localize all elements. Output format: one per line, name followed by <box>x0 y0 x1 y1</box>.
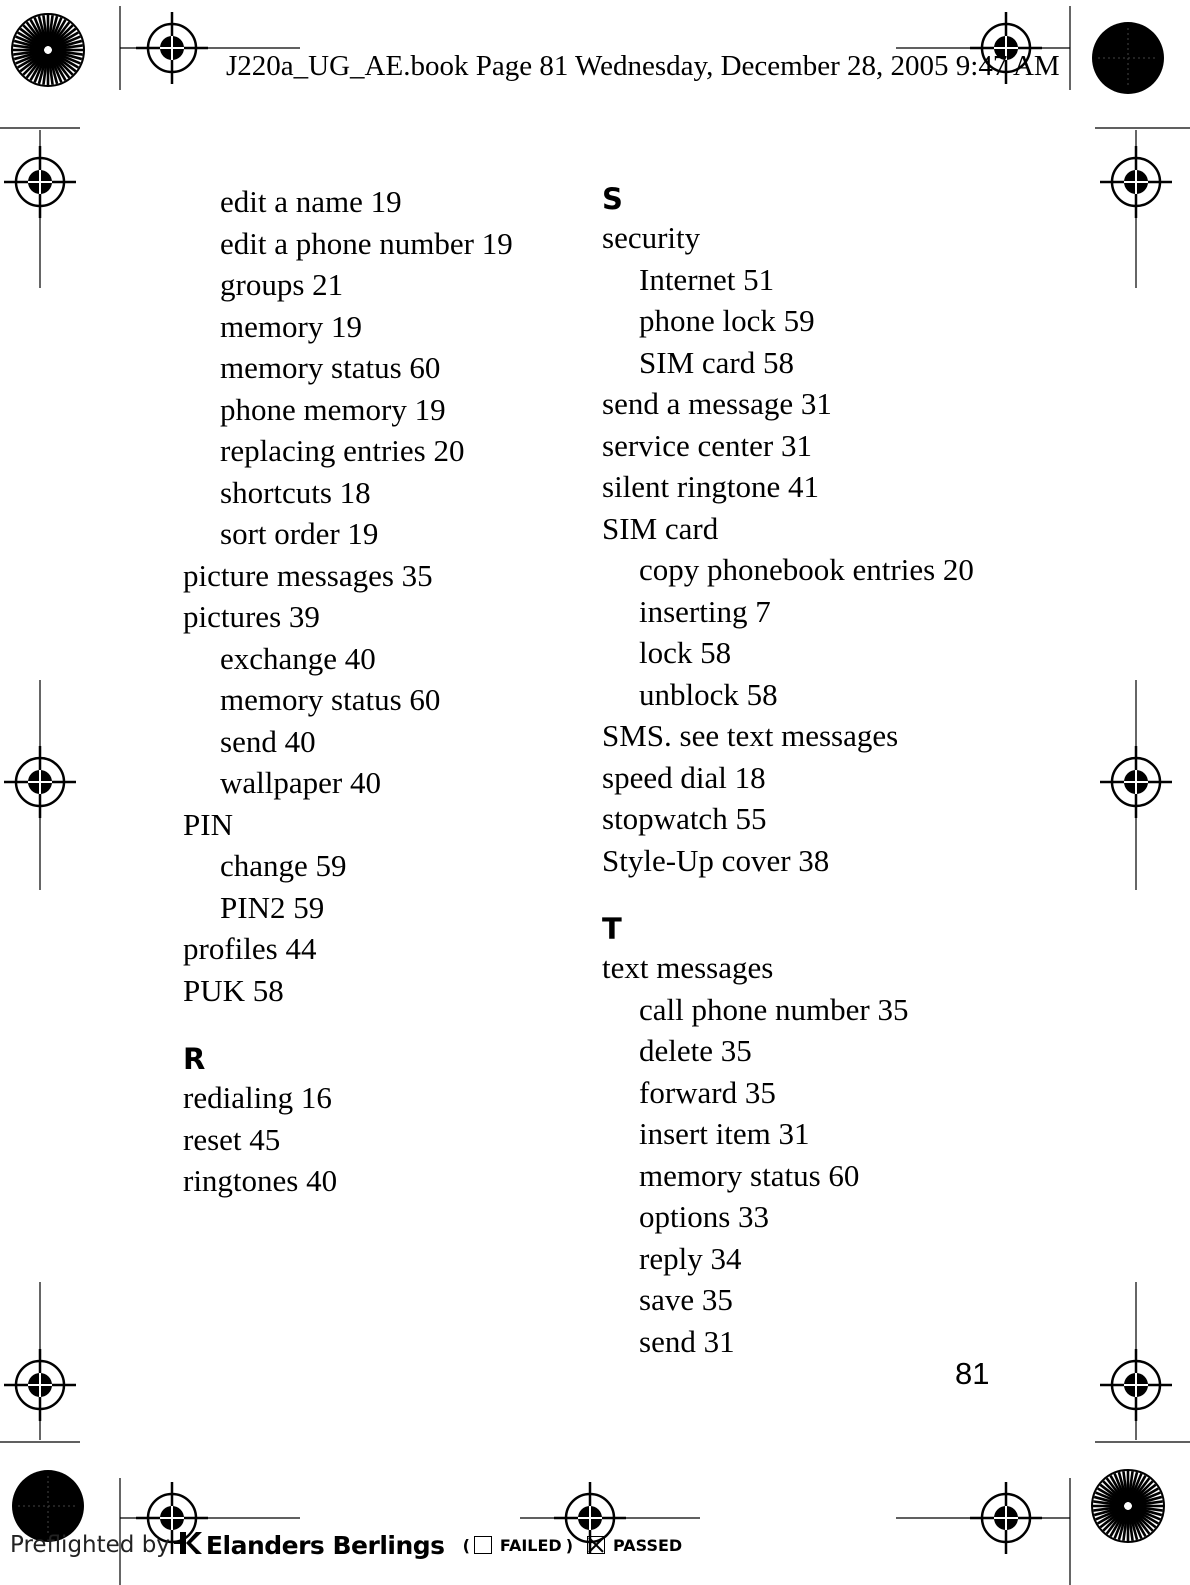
passed-checkbox-icon <box>587 1536 605 1554</box>
preflight-footer <box>10 1527 682 1563</box>
index-subentry: memory 19 <box>220 308 363 344</box>
passed-label: PASSED <box>613 1535 683 1555</box>
index-entry: reset 45 <box>183 1121 281 1157</box>
index-section-letter: S <box>602 182 623 216</box>
page-number: 81 <box>955 1356 990 1391</box>
index-subentry: delete 35 <box>639 1033 752 1068</box>
close-paren: ) <box>565 1535 574 1555</box>
index-entry: PIN <box>183 806 233 842</box>
index-entry: pictures 39 <box>183 599 320 634</box>
index-subentry: memory status 60 <box>639 1157 860 1193</box>
index-subentry: groups 21 <box>220 267 344 302</box>
index-entry: profiles 44 <box>183 931 317 966</box>
index-entry: security <box>602 220 701 255</box>
index-entry: stopwatch 55 <box>602 801 767 836</box>
index-subentry: memory status 60 <box>220 682 441 717</box>
registration-mark-icon <box>4 146 76 218</box>
registration-mark-icon <box>4 746 76 818</box>
index-subentry: options 33 <box>639 1199 770 1234</box>
index-subentry: insert item 31 <box>639 1116 810 1151</box>
index-subentry: reply 34 <box>639 1240 742 1276</box>
index-entry: redialing 16 <box>183 1080 332 1115</box>
preflight-status <box>463 1536 683 1555</box>
index-entry: SMS. see text messages <box>602 718 899 753</box>
index-subentry: inserting 7 <box>639 593 771 629</box>
index-subentry: edit a name 19 <box>220 184 402 219</box>
registration-mark-icon <box>970 1482 1042 1554</box>
index-column-left <box>183 181 583 1202</box>
print-slug-header: J220a_UG_AE.book Page 81 Wednesday, December 28, 2005 9:47 AM <box>226 50 1060 82</box>
index-entry: send a message 31 <box>602 386 832 421</box>
elanders-logo-icon <box>174 1530 202 1560</box>
registration-mark-icon <box>4 1349 76 1421</box>
index-entry: text messages <box>602 950 774 985</box>
registration-mark-icon <box>136 12 208 84</box>
index-subentry: copy phonebook entries 20 <box>639 552 974 587</box>
failed-label: FAILED <box>499 1535 562 1555</box>
index-subentry: sort order 19 <box>220 516 379 551</box>
index-subentry: edit a phone number 19 <box>220 225 513 261</box>
index-subentry: forward 35 <box>639 1074 776 1110</box>
index-subentry: memory status 60 <box>220 350 441 385</box>
index-section-letter: R <box>183 1042 206 1076</box>
index-subentry: PIN2 59 <box>220 889 325 925</box>
failed-checkbox-icon <box>474 1536 492 1554</box>
index-column-right <box>602 181 1122 1362</box>
index-subentry: exchange 40 <box>220 640 376 676</box>
index-entry: speed dial 18 <box>602 759 766 795</box>
index-subentry: shortcuts 18 <box>220 474 371 510</box>
index-section-letter: T <box>602 912 622 946</box>
brand-name: Elanders Berlings <box>205 1530 445 1560</box>
color-target-icon <box>12 14 84 86</box>
index-entry: service center 31 <box>602 427 812 463</box>
index-subentry: send 31 <box>639 1323 735 1359</box>
index-entry: PUK 58 <box>183 972 284 1008</box>
index-entry: silent ringtone 41 <box>602 469 819 504</box>
index-subentry: lock 58 <box>639 635 732 670</box>
index-subentry: unblock 58 <box>639 676 778 712</box>
density-target-icon <box>1092 22 1164 94</box>
color-target-icon <box>1092 1470 1164 1542</box>
index-subentry: phone lock 59 <box>639 303 815 338</box>
index-subentry: send 40 <box>220 723 316 759</box>
index-subentry: Internet 51 <box>639 261 775 297</box>
index-subentry: change 59 <box>220 848 347 883</box>
index-subentry: replacing entries 20 <box>220 433 465 468</box>
index-entry: Style-Up cover 38 <box>602 842 830 878</box>
index-entry: picture messages 35 <box>183 557 433 593</box>
index-subentry: SIM card 58 <box>639 344 794 380</box>
index-subentry: save 35 <box>639 1282 733 1317</box>
open-paren: ( <box>462 1535 470 1555</box>
preflight-label: Preflighted by <box>10 1532 170 1558</box>
index-subentry: wallpaper 40 <box>220 765 381 800</box>
index-entry: SIM card <box>602 510 719 546</box>
index-subentry: phone memory 19 <box>220 391 446 427</box>
index-entry: ringtones 40 <box>183 1163 338 1198</box>
index-subentry: call phone number 35 <box>639 991 909 1027</box>
